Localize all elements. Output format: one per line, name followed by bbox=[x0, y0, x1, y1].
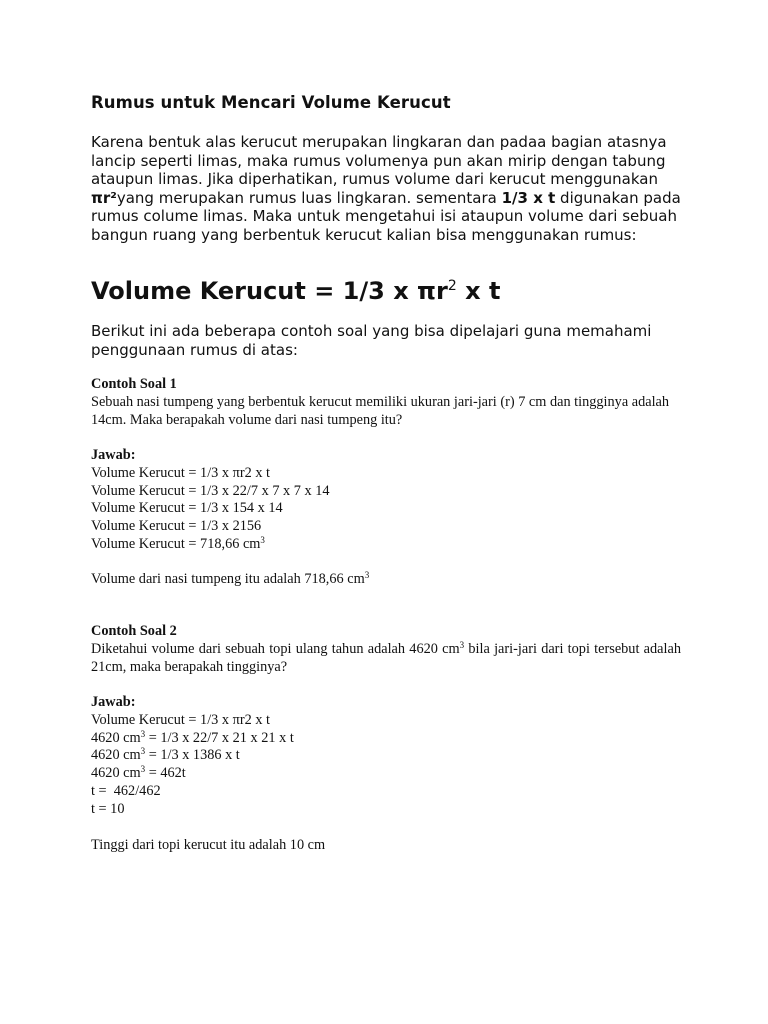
soal2-step: t = 10 bbox=[91, 800, 125, 817]
intro-paragraph bbox=[91, 133, 681, 245]
soal2-step-sup: 3 bbox=[140, 764, 146, 775]
soal2-question bbox=[91, 641, 681, 676]
soal2-jawab-label: Jawab: bbox=[91, 694, 136, 710]
lead-paragraph: Berikut ini ada beberapa contoh soal yang bisa dipelajari guna memahami penggunaan rumus di atas: bbox=[91, 322, 652, 359]
soal1-result-sup: 3 bbox=[364, 570, 370, 580]
intro-text-3: digunakan pada rumus colume limas. Maka untuk mengetahui isi ataupun volume dari sebuah bangun ruang yang berbentuk kerucut kalian bisa menggunakan rumus: bbox=[91, 188, 681, 244]
soal1-result bbox=[91, 571, 369, 589]
soal1-question: Sebuah nasi tumpeng yang berbentuk kerucut memiliki ukuran jari-jari (r) 7 cm dan tingginya adalah 14cm. Maka berapakah volume dari nasi tumpeng itu? bbox=[91, 394, 670, 428]
soal2-step-lhs: 4620 cm bbox=[91, 765, 141, 782]
soal2-step: Volume Kerucut = 1/3 x πr2 x t bbox=[91, 712, 271, 728]
soal2-step-sup: 3 bbox=[140, 746, 146, 757]
page-title: Rumus untuk Mencari Volume Kerucut bbox=[91, 93, 451, 112]
soal2-heading: Contoh Soal 2 bbox=[91, 623, 177, 639]
soal1-step: Volume Kerucut = 1/3 x πr2 x t bbox=[91, 465, 271, 481]
soal1-step: Volume Kerucut = 1/3 x 2156 bbox=[91, 518, 262, 535]
soal2-steps bbox=[91, 712, 294, 818]
formula-main: Volume Kerucut = 1/3 x πr bbox=[91, 277, 448, 305]
soal2-step-rhs: = 1/3 x 22/7 x 21 x 21 x t bbox=[145, 729, 294, 746]
soal1-heading: Contoh Soal 1 bbox=[91, 376, 177, 392]
soal2-question-b: bila jari-jari dari topi tersebut adalah 21cm, maka berapakah tingginya? bbox=[91, 641, 681, 675]
soal2-step bbox=[91, 765, 294, 783]
soal2-step-rhs: = 1/3 x 1386 x t bbox=[145, 747, 240, 764]
soal1-step-final-sup: 3 bbox=[260, 534, 265, 545]
formula-tail: x t bbox=[456, 277, 501, 305]
soal1-steps bbox=[91, 465, 330, 554]
soal2-question-a: Diketahui volume dari sebuah topi ulang tahun adalah 4620 cm bbox=[91, 641, 460, 657]
soal1-step-final bbox=[91, 536, 330, 554]
soal2-step: t = 462/462 bbox=[91, 782, 161, 799]
soal2-question-sup: 3 bbox=[459, 640, 465, 650]
formula-superscript: 2 bbox=[447, 278, 457, 294]
intro-bold-pi-r2: πr² bbox=[91, 188, 117, 207]
intro-bold-third-t: 1/3 x t bbox=[501, 188, 556, 207]
soal2-step-sup: 3 bbox=[140, 728, 146, 739]
soal2-step-lhs: 4620 cm bbox=[91, 747, 141, 764]
intro-text-1: Karena bentuk alas kerucut merupakan lingkaran dan padaa bagian atasnya lancip seperti limas, maka rumus volumenya pun akan mirip dengan tabung ataupun limas. Jika diperhatikan, rumus volume dari kerucut menggunakan bbox=[91, 133, 667, 189]
soal2-result: Tinggi dari topi kerucut itu adalah 10 cm bbox=[91, 837, 326, 853]
intro-text-2: yang merupakan rumus luas lingkaran. sementara bbox=[116, 188, 502, 207]
soal1-step: Volume Kerucut = 1/3 x 154 x 14 bbox=[91, 500, 283, 517]
soal1-result-text: Volume dari nasi tumpeng itu adalah 718,66 cm bbox=[91, 571, 365, 587]
soal2-step bbox=[91, 747, 294, 765]
soal2-step bbox=[91, 730, 294, 748]
soal2-step-lhs: 4620 cm bbox=[91, 729, 141, 746]
volume-formula bbox=[91, 277, 500, 305]
soal2-step-rhs: = 462t bbox=[145, 765, 186, 782]
soal1-jawab-label: Jawab: bbox=[91, 447, 136, 463]
soal1-step: Volume Kerucut = 1/3 x 22/7 x 7 x 7 x 14 bbox=[91, 482, 330, 499]
soal1-step-final-text: Volume Kerucut = 718,66 cm bbox=[91, 535, 261, 552]
